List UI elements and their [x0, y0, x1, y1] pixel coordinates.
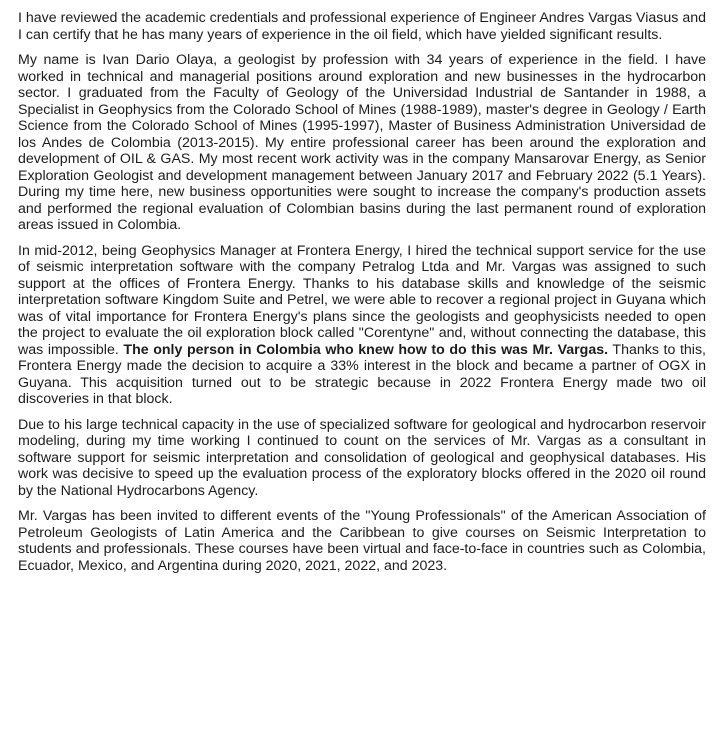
paragraph-frontera-project [18, 243, 706, 408]
paragraph-author-background: My name is Ivan Dario Olaya, a geologist by profession with 34 years of experience in the field. I have worked in technical and managerial positions around exploration and new businesses in the hydrocarbon sector. I graduated from the Faculty of Geology of the Universidad Industrial de Santander in 1988, a Specialist in Geophysics from the Colorado School of Mines (1988-1989), master's degree in Geology / Earth Science from the Colorado School of Mines (1995-1997), Master of Business Administration Universidad de los Andes de Colombia (2013-2015). My entire professional career has been around the exploration and development of OIL & GAS. My most recent work activity was in the company Mansarovar Energy, as Senior Exploration Geologist and development management between January 2017 and February 2022 (5.1 Years). During my time here, new business opportunities were sought to increase the company's production assets and performed the regional evaluation of Colombian basins during the last permanent round of exploration areas issued in Colombia. [18, 52, 706, 233]
letter-body [18, 10, 706, 583]
bold-statement: The only person in Colombia who knew how to do this was Mr. Vargas. [123, 341, 609, 358]
paragraph-text: Thanks to this, Frontera Energy made the decision to acquire a 33% interest in the block and became a partner of OGX in Guyana. This acquisition turned out to be strategic because in 2022 Frontera Energy made two oil discoveries in that block. [18, 341, 706, 407]
paragraph-courses: Mr. Vargas has been invited to different events of the "Young Professionals" of the American Association of Petroleum Geologists of Latin America and the Caribbean to give courses on Seismic Interpretation to students and professionals. These courses have been virtual and face-to-face in countries such as Colombia, Ecuador, Mexico, and Argentina during 2020, 2021, 2022, and 2023. [18, 508, 706, 574]
paragraph-consulting: Due to his large technical capacity in the use of specialized software for geological and hydrocarbon reservoir modeling, during my time working I continued to count on the services of Mr. Vargas as a consultant in software support for seismic interpretation and consolidation of geological and geophysical databases. His work was decisive to speed up the evaluation process of the exploratory blocks offered in the 2020 oil round by the National Hydrocarbons Agency. [18, 416, 706, 499]
paragraph-text: In mid-2012, being Geophysics Manager at Frontera Energy, I hired the technical support service for the use of seismic interpretation software with the company Petralog Ltda and Mr. Vargas was assigned to such support at the offices of Frontera Energy. Thanks to his database skills and knowledge of the seismic interpretation software Kingdom Suite and Petrel, we were able to recover a regional project in Guyana which was of vital importance for Frontera Energy's plans since the geologists and geophysicists needed to open the project to evaluate the oil exploration block called "Corentyne" and, without connecting the database, this was impossible. [18, 242, 706, 358]
paragraph-certification: I have reviewed the academic credentials and professional experience of Engineer Andres Vargas Viasus and I can certify that he has many years of experience in the oil field, which have yielded significant results. [18, 10, 706, 43]
